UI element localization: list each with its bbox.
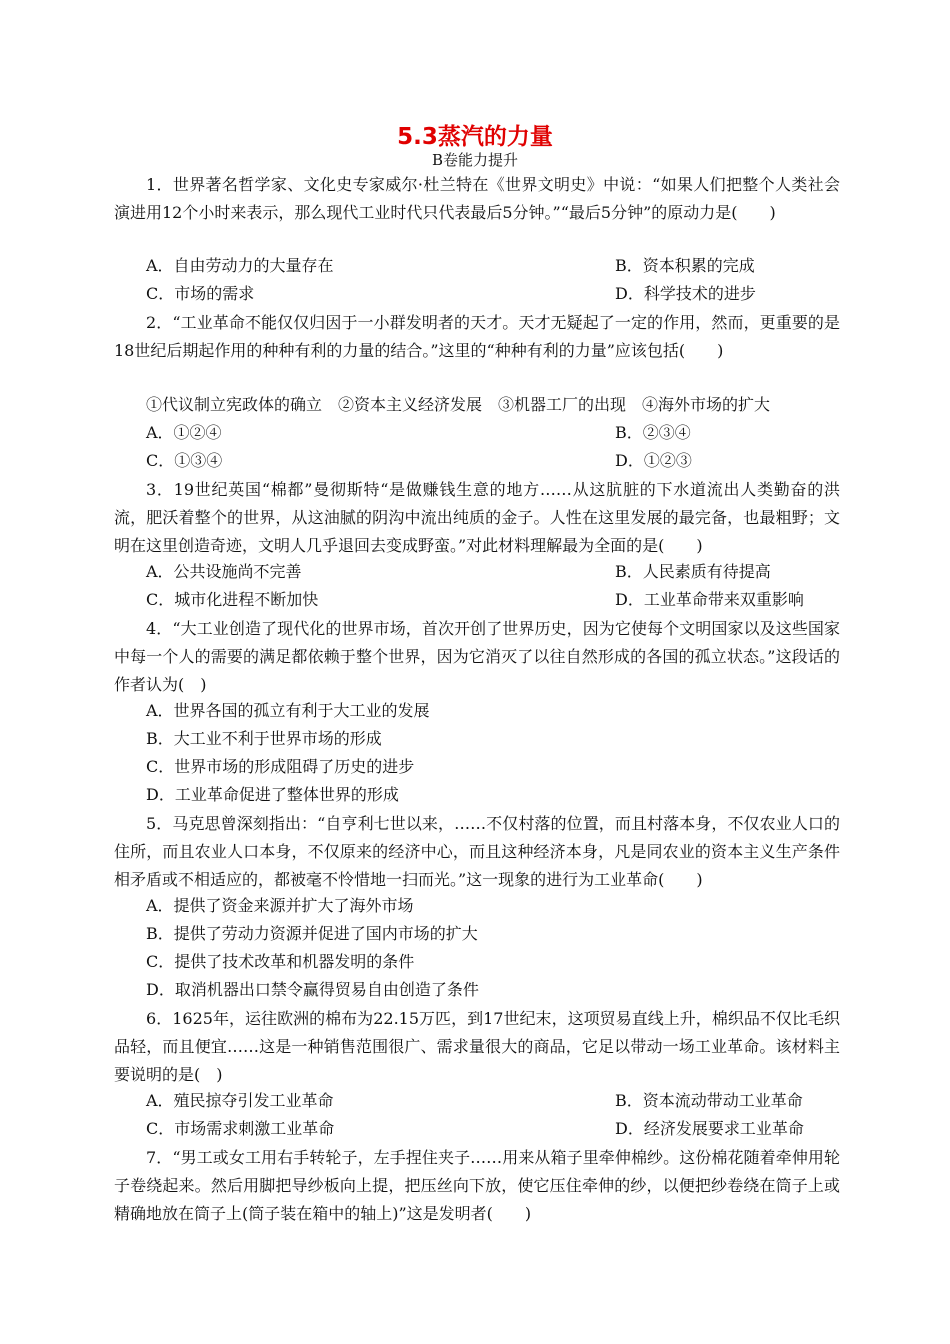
question-3-option-c: C．城市化进程不断加快 bbox=[146, 590, 319, 609]
question-3-option-b: B．人民素质有待提高 bbox=[615, 562, 771, 581]
question-4-option-d: D．工业革命促进了整体世界的形成 bbox=[146, 785, 399, 804]
question-2-option-a: A．①②④ bbox=[146, 423, 222, 442]
question-2-items: ①代议制立宪政体的确立 ②资本主义经济发展 ③机器工厂的出现 ④海外市场的扩大 bbox=[146, 395, 771, 414]
question-5-option-a: A．提供了资金来源并扩大了海外市场 bbox=[146, 896, 414, 915]
question-1-option-a: A．自由劳动力的大量存在 bbox=[146, 256, 334, 275]
question-5-stem: 5．马克思曾深刻指出：“自亨利七世以来，……不仅村落的位置，而且村落本身，不仅农业人口的住所，而且农业人口本身，不仅原来的经济中心，而且这种经济本身，凡是同农业的资本主义生产条件相矛盾或不相适应的，都被毫不怜惜地一扫而光。”这一现象的进行为工业革命( ) bbox=[114, 814, 840, 889]
question-3-option-a: A．公共设施尚不完善 bbox=[146, 562, 302, 581]
question-4-option-b: B．大工业不利于世界市场的形成 bbox=[146, 729, 382, 748]
page-title: 5.3蒸汽的力量 bbox=[397, 124, 553, 150]
question-3-stem: 3．19世纪英国“棉都”曼彻斯特“是做赚钱生意的地方……从这肮脏的下水道流出人类勤奋的洪流，肥沃着整个的世界，从这油腻的阴沟中流出纯质的金子。人性在这里发展的最完备，也最粗野；文明在这里创造奇迹，文明人几乎退回去变成野蛮。”对此材料理解最为全面的是( ) bbox=[114, 480, 840, 555]
question-2-option-b: B．②③④ bbox=[615, 423, 691, 442]
question-6-option-d: D．经济发展要求工业革命 bbox=[615, 1119, 804, 1138]
question-6-option-c: C．市场需求刺激工业革命 bbox=[146, 1119, 335, 1138]
question-2-option-d: D．①②③ bbox=[615, 451, 692, 470]
question-1-stem: 1．世界著名哲学家、文化史专家威尔·杜兰特在《世界文明史》中说：“如果人们把整个人类社会演进用12个小时来表示，那么现代工业时代只代表最后5分钟。”“最后5分钟”的原动力是( ) bbox=[114, 175, 840, 222]
question-1-option-c: C．市场的需求 bbox=[146, 284, 255, 303]
question-1-option-b: B．资本积累的完成 bbox=[615, 256, 755, 275]
question-7-stem: 7．“男工或女工用右手转轮子，左手捏住夹子……用来从箱子里牵伸棉纱。这份棉花随着牵伸用轮子卷绕起来。然后用脚把导纱板向上提，把压丝向下放，使它压住牵伸的纱，以便把纱卷绕在筒子上或精确地放在筒子上(筒子装在箱中的轴上)”这是发明者( ) bbox=[114, 1148, 840, 1223]
question-6-option-b: B．资本流动带动工业革命 bbox=[615, 1091, 803, 1110]
question-2-option-c: C．①③④ bbox=[146, 451, 223, 470]
question-6-stem: 6．1625年，运往欧洲的棉布为22.15万匹，到17世纪末，这项贸易直线上升，棉织品不仅比毛织品轻，而且便宜……这是一种销售范围很广、需求量很大的商品，它足以带动一场工业革命。该材料主要说明的是( ) bbox=[114, 1009, 840, 1084]
question-3-option-d: D．工业革命带来双重影响 bbox=[615, 590, 804, 609]
question-5-option-d: D．取消机器出口禁令赢得贸易自由创造了条件 bbox=[146, 980, 479, 999]
question-4-option-c: C．世界市场的形成阻碍了历史的进步 bbox=[146, 757, 415, 776]
question-5-option-b: B．提供了劳动力资源并促进了国内市场的扩大 bbox=[146, 924, 478, 943]
question-4-stem: 4．“大工业创造了现代化的世界市场，首次开创了世界历史，因为它使每个文明国家以及这些国家中每一个人的需要的满足都依赖于整个世界，因为它消灭了以往自然形成的各国的孤立状态。”这段话的作者认为( ) bbox=[114, 619, 840, 694]
question-1-option-d: D．科学技术的进步 bbox=[615, 284, 756, 303]
question-6-option-a: A．殖民掠夺引发工业革命 bbox=[146, 1091, 334, 1110]
page-subtitle: B卷能力提升 bbox=[431, 151, 519, 169]
question-4-option-a: A．世界各国的孤立有利于大工业的发展 bbox=[146, 701, 430, 720]
question-2-stem: 2．“工业革命不能仅仅归因于一小群发明者的天才。天才无疑起了一定的作用，然而，更重要的是18世纪后期起作用的种种有利的力量的结合。”这里的“种种有利的力量”应该包括( ) bbox=[114, 313, 840, 360]
question-5-option-c: C．提供了技术改革和机器发明的条件 bbox=[146, 952, 415, 971]
